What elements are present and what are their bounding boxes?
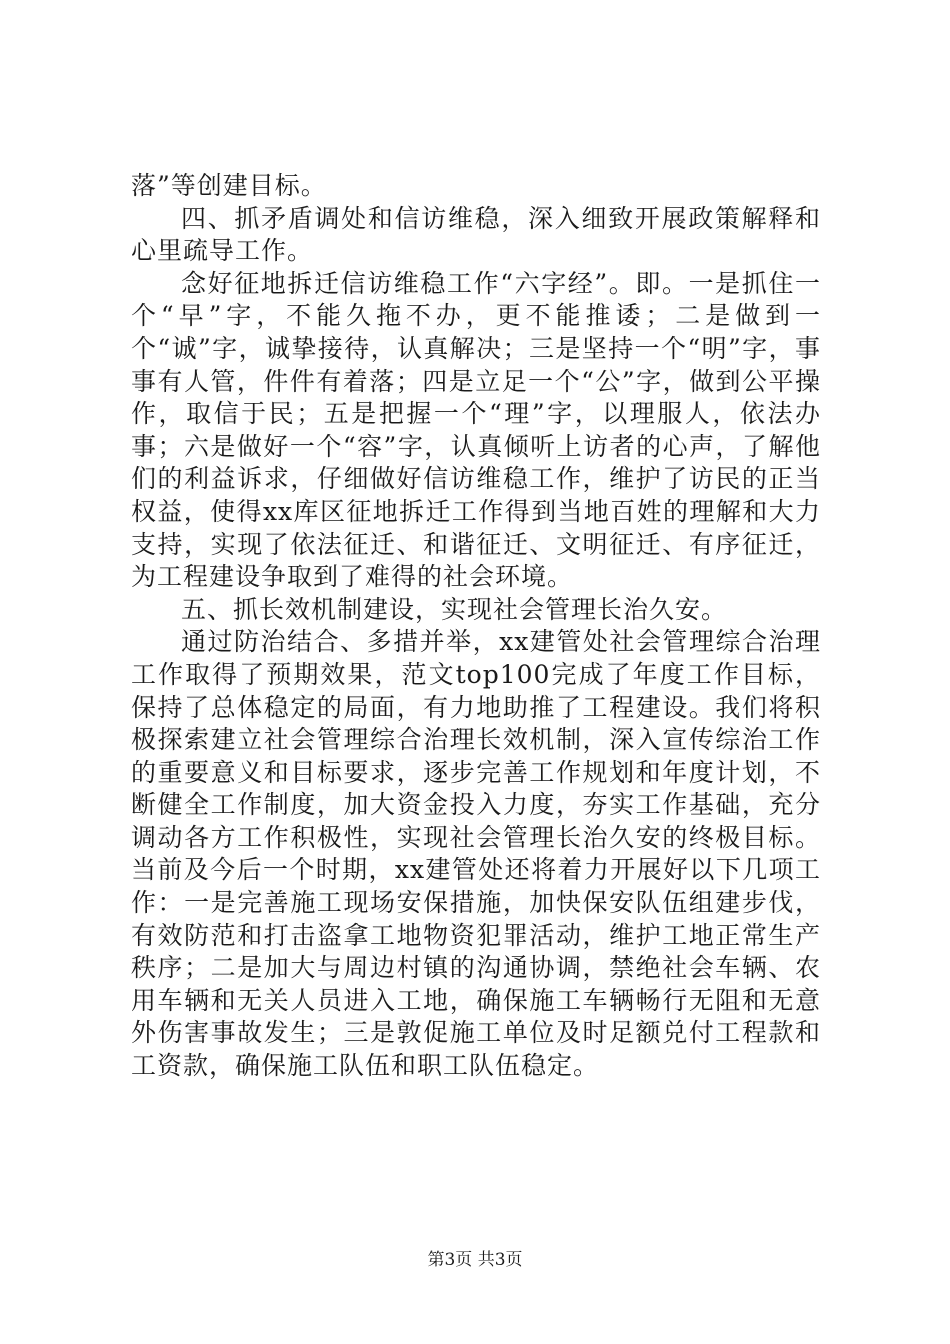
section-heading-four: 四、抓矛盾调处和信访维稳，深入细致开展政策解释和心里疏导工作。: [131, 203, 821, 266]
document-body: [131, 170, 821, 1083]
paragraph-continuation: 落”等创建目标。: [131, 171, 327, 200]
paragraph-six-characters: 念好征地拆迁信访维稳工作“六字经”。即。一是抓住一个“早”字，不能久拖不办，更不能推诿；二是做到一个“诚”字，诚挚接待，认真解决；三是坚持一个“明”字，事事有人管，件件有着落；四是立足一个“公”字，做到公平操作，取信于民；五是把握一个“理”字，以理服人，依法办事；六是做好一个“容”字，认真倾听上访者的心声，了解他们的利益诉求，仔细做好信访维稳工作，维护了访民的正当权益，使得xx库区征地拆迁工作得到当地百姓的理解和大力支持，实现了依法征迁、和谐征迁、文明征迁、有序征迁，为工程建设争取到了难得的社会环境。: [131, 268, 821, 592]
section-heading-five: 五、抓长效机制建设，实现社会管理长治久安。: [181, 594, 728, 624]
paragraph-long-term-mechanism: 通过防治结合、多措并举，xx建管处社会管理综合治理工作取得了预期效果，范文top100完成了年度工作目标，保持了总体稳定的局面，有力地助推了工程建设。我们将积极探索建立社会管理综合治理长效机制，深入宣传综治工作的重要意义和目标要求，逐步完善工作规划和年度计划，不断健全工作制度，加大资金投入力度，夯实工作基础，充分调动各方工作积极性，实现社会管理长治久安的终极目标。当前及今后一个时期，xx建管处还将着力开展好以下几项工作：一是完善施工现场安保措施，加快保安队伍组建步伐，有效防范和打击盗拿工地物资犯罪活动，维护工地正常生产秩序；二是加大与周边村镇的沟通协调，禁绝社会车辆、农用车辆和无关人员进入工地，确保施工车辆畅行无阻和无意外伤害事故发生；三是敦促施工单位及时足额兑付工程款和工资款，确保施工队伍和职工队伍稳定。: [131, 627, 821, 1081]
page-number-footer: 第3页 共3页: [427, 1250, 523, 1270]
